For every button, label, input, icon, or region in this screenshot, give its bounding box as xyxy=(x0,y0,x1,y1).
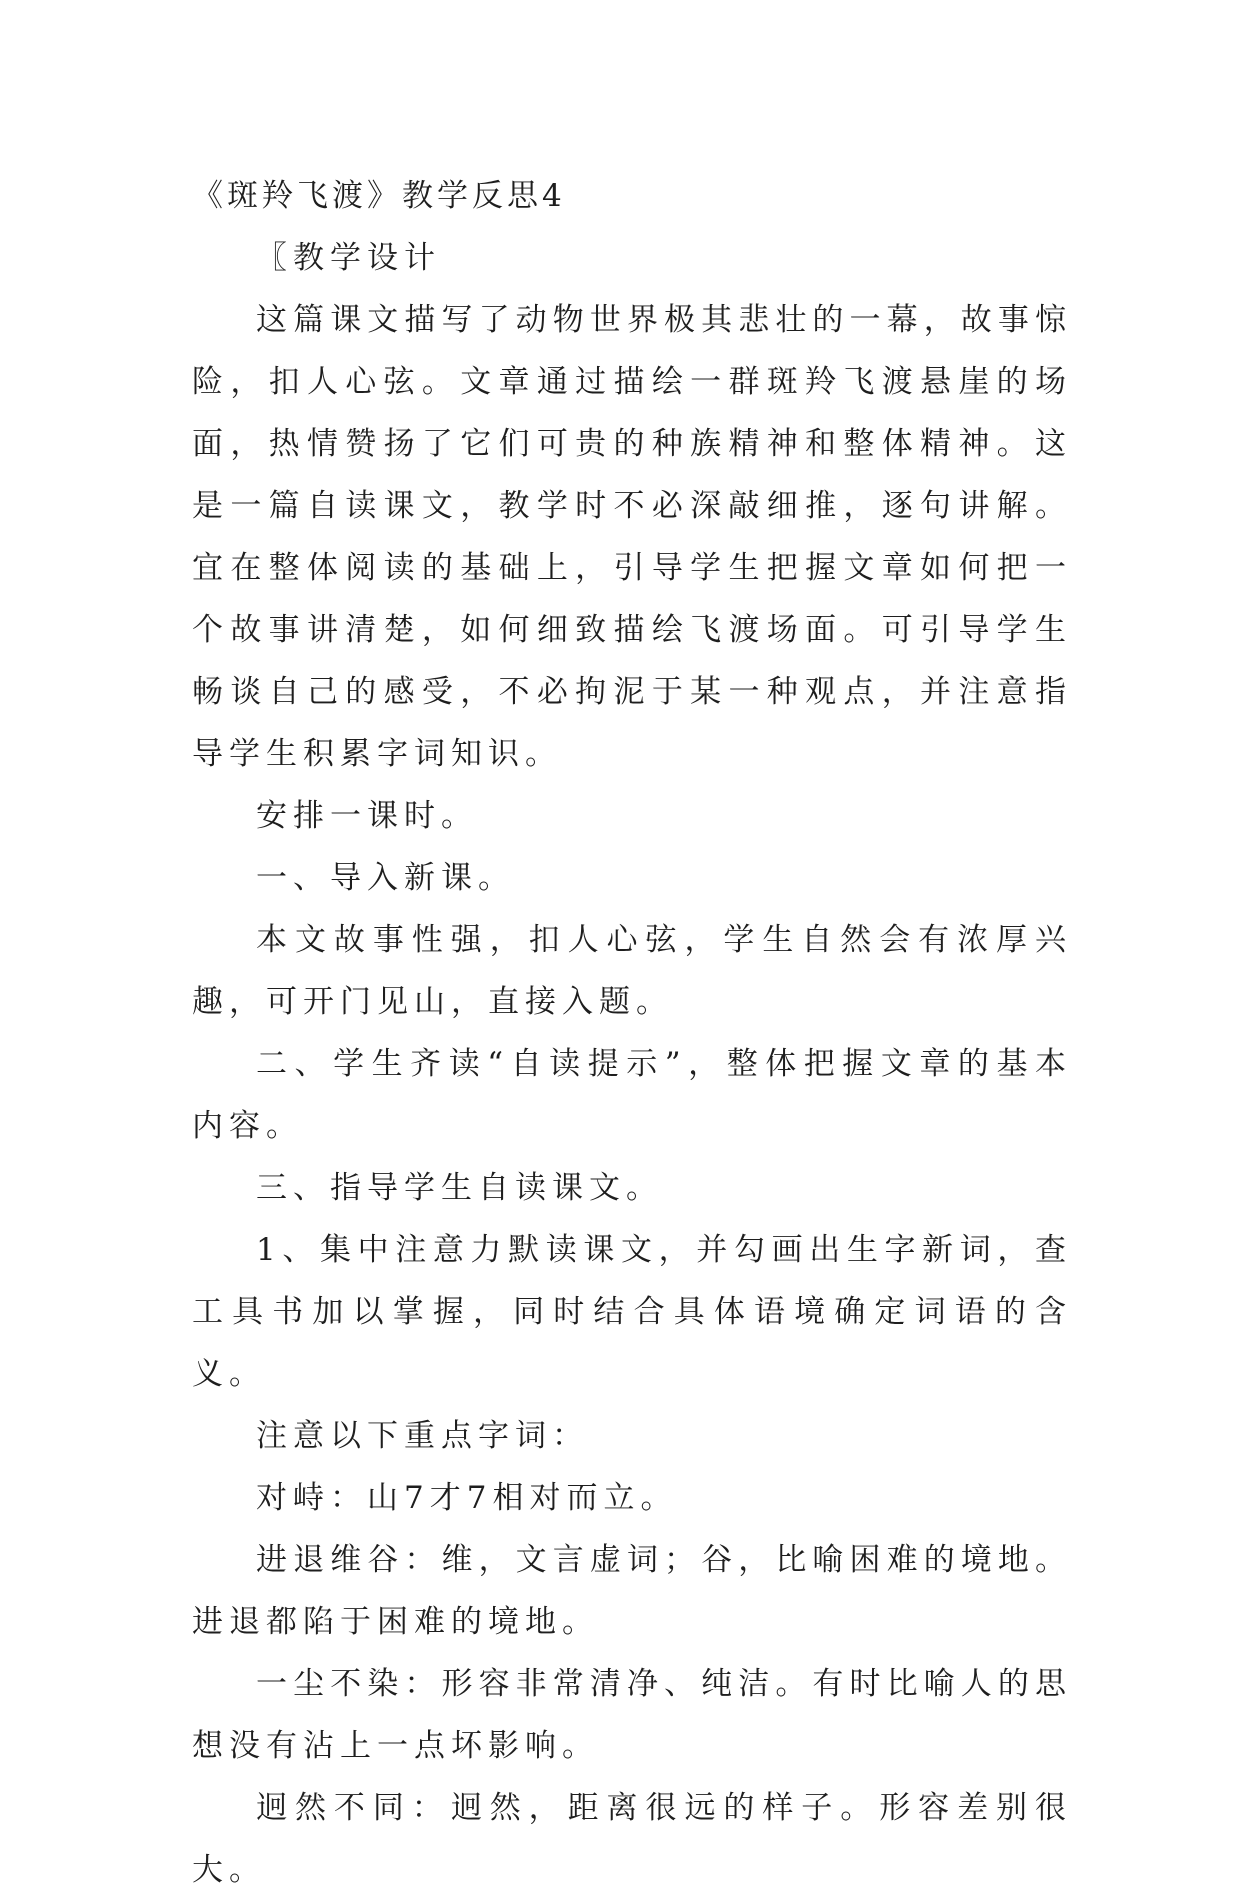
step-heading-3: 三、指导学生自读课文。 xyxy=(256,1170,663,1206)
section-heading: 〖教学设计 xyxy=(256,240,441,276)
vocab-heading: 注意以下重点字词： xyxy=(256,1418,589,1454)
vocab-item: 迥然不同：迥然，距离很远的样子。形容差别很大。 xyxy=(192,1790,1072,1888)
vocab-item: 一尘不染：形容非常清净、纯洁。有时比喻人的思想没有沾上一点坏影响。 xyxy=(192,1666,1072,1764)
body-paragraph-step-1: 本文故事性强，扣人心弦，学生自然会有浓厚兴趣，可开门见山，直接入题。 xyxy=(192,922,1072,1020)
vocab-item: 进退维谷：维，文言虚词；谷，比喻困难的境地。进退都陷于困难的境地。 xyxy=(192,1542,1072,1640)
vocab-item: 对峙：山7才7相对而立。 xyxy=(256,1480,678,1516)
body-paragraph-schedule: 安排一课时。 xyxy=(256,798,478,834)
step-heading-1: 一、导入新课。 xyxy=(256,860,515,896)
document-page xyxy=(192,165,1072,1901)
step-heading-2: 二、学生齐读“自读提示”，整体把握文章的基本内容。 xyxy=(192,1046,1072,1144)
body-paragraph-substep-1: 1、集中注意力默读课文，并勾画出生字新词，查工具书加以掌握，同时结合具体语境确定词语的含义。 xyxy=(192,1232,1072,1392)
body-paragraph-intro: 这篇课文描写了动物世界极其悲壮的一幕，故事惊险，扣人心弦。文章通过描绘一群斑羚飞渡悬崖的场面，热情赞扬了它们可贵的种族精神和整体精神。这是一篇自读课文，教学时不必深敲细推，逐句讲解。宜在整体阅读的基础上，引导学生把握文章如何把一个故事讲清楚，如何细致描绘飞渡场面。可引导学生畅谈自己的感受，不必拘泥于某一种观点，并注意指导学生积累字词知识。 xyxy=(192,302,1072,772)
document-title: 《斑羚飞渡》教学反思4 xyxy=(192,178,566,214)
